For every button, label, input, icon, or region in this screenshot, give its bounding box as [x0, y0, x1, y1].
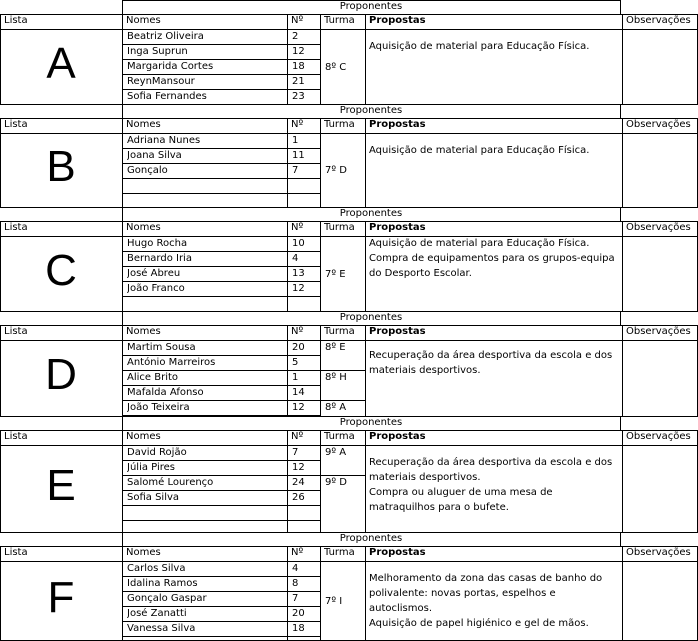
table-row	[122, 475, 320, 490]
grid-line	[287, 430, 288, 533]
column-header-propostas: Propostas	[369, 326, 426, 337]
grid-line	[122, 59, 321, 60]
member-name: Idalina Ramos	[127, 578, 198, 589]
grid-line	[122, 490, 321, 491]
grid-line	[620, 0, 621, 15]
grid-line	[122, 148, 321, 149]
column-header-turma: Turma	[324, 15, 355, 26]
column-header-propostas: Propostas	[369, 431, 426, 442]
grid-line	[0, 430, 1, 533]
grid-line	[320, 475, 366, 476]
list-letter: B	[46, 142, 76, 191]
proposal-text: Melhoramento da zona das casas de banho do polivalente: novas portas, espelhos e autoclismos.	[369, 573, 603, 614]
grid-line	[0, 561, 698, 562]
column-header-numero: Nº	[291, 547, 304, 558]
member-number: 1	[292, 372, 299, 383]
grid-line	[620, 311, 621, 326]
proposal-text: Aquisição de papel higiénico e gel de mãos.	[369, 618, 589, 629]
table-row	[122, 340, 320, 355]
grid-line	[122, 370, 321, 371]
proposal-text: Compra de equipamentos para os grupos-equipa do Desporto Escolar.	[369, 253, 615, 279]
grid-line	[365, 118, 366, 208]
member-number: 4	[292, 253, 299, 264]
grid-line	[122, 532, 123, 547]
column-header-observacoes: Observações	[626, 222, 691, 233]
member-name: José Zanatti	[127, 608, 187, 619]
grid-line	[122, 0, 123, 15]
member-name: Hugo Rocha	[127, 238, 188, 249]
grid-line	[620, 207, 621, 222]
member-number: 7	[292, 593, 299, 604]
grid-line	[365, 14, 366, 105]
member-number: 26	[292, 492, 305, 503]
proposals-cell	[369, 455, 616, 532]
member-number	[292, 178, 319, 193]
grid-line	[122, 74, 321, 75]
grid-line	[122, 430, 123, 533]
column-header-nomes: Nomes	[126, 222, 161, 233]
grid-line	[0, 118, 698, 119]
grid-line	[320, 400, 366, 401]
proposals-cell	[369, 348, 616, 416]
member-name: Inga Suprun	[127, 46, 188, 57]
proposal-text: Recuperação da área desportiva da escola e dos materiais desportivos.	[369, 350, 613, 376]
grid-line	[0, 325, 698, 326]
turma-cell: 8º A	[325, 402, 347, 413]
table-row	[122, 89, 320, 104]
member-name: ReynMansour	[127, 76, 195, 87]
member-number: 12	[292, 462, 305, 473]
column-header-turma: Turma	[324, 547, 355, 558]
proponentes-header: Proponentes	[339, 105, 403, 116]
member-number: 20	[292, 342, 305, 353]
grid-line	[0, 325, 1, 417]
proposals-cell	[369, 571, 616, 640]
table-row	[122, 74, 320, 89]
table-row	[122, 576, 320, 591]
member-name: José Abreu	[127, 268, 181, 279]
grid-line	[122, 193, 321, 194]
grid-line	[365, 546, 366, 641]
column-header-nomes: Nomes	[126, 431, 161, 442]
grid-line	[122, 416, 621, 417]
member-name: Sofia Silva	[127, 492, 180, 503]
member-name: Carlos Silva	[127, 563, 186, 574]
grid-line	[365, 430, 366, 533]
grid-line	[122, 44, 321, 45]
column-header-numero: Nº	[291, 222, 304, 233]
column-header-numero: Nº	[291, 119, 304, 130]
member-number: 2	[292, 31, 299, 42]
proponentes-header: Proponentes	[339, 208, 403, 219]
turma-cell: 9º D	[325, 477, 347, 488]
column-header-propostas: Propostas	[369, 547, 426, 558]
column-header-turma: Turma	[324, 431, 355, 442]
column-header-lista: Lista	[4, 15, 28, 26]
member-name	[127, 296, 286, 311]
list-block-c	[0, 207, 698, 311]
grid-line	[122, 475, 321, 476]
grid-line	[122, 520, 321, 521]
column-header-propostas: Propostas	[369, 15, 426, 26]
column-header-lista: Lista	[4, 431, 28, 442]
column-header-lista: Lista	[4, 547, 28, 558]
column-header-observacoes: Observações	[626, 15, 691, 26]
member-number: 12	[292, 402, 305, 413]
proposal-text: Aquisição de material para Educação Física.	[369, 41, 590, 52]
table-row	[122, 133, 320, 148]
table-row	[122, 178, 320, 193]
proposal-text: Aquisição de material para Educação Física.	[369, 238, 590, 249]
table-row	[122, 29, 320, 44]
member-name: Beatriz Oliveira	[127, 31, 204, 42]
member-name: Sofia Fernandes	[127, 91, 207, 102]
grid-line	[0, 546, 1, 641]
proponentes-header: Proponentes	[339, 533, 403, 544]
table-row	[122, 505, 320, 520]
grid-line	[320, 546, 321, 641]
grid-line	[122, 207, 621, 208]
column-header-turma: Turma	[324, 326, 355, 337]
member-name: Bernardo Iria	[127, 253, 192, 264]
turma-cell: 7º D	[325, 165, 347, 176]
grid-line	[122, 296, 321, 297]
grid-line	[122, 178, 321, 179]
table-row	[122, 490, 320, 505]
column-header-observacoes: Observações	[626, 547, 691, 558]
grid-line	[122, 416, 123, 431]
member-name: João Franco	[127, 283, 185, 294]
column-header-nomes: Nomes	[126, 15, 161, 26]
column-header-observacoes: Observações	[626, 119, 691, 130]
grid-line	[122, 400, 321, 401]
grid-line	[0, 29, 698, 30]
proposals-cell	[369, 236, 616, 311]
grid-line	[622, 430, 623, 533]
grid-line	[122, 89, 321, 90]
column-header-lista: Lista	[4, 222, 28, 233]
grid-line	[622, 118, 623, 208]
table-row	[122, 621, 320, 636]
table-row	[122, 59, 320, 74]
member-number: 4	[292, 563, 299, 574]
turma-cell: 8º H	[325, 372, 347, 383]
column-header-propostas: Propostas	[369, 222, 426, 233]
grid-line	[122, 281, 321, 282]
column-header-nomes: Nomes	[126, 547, 161, 558]
proposal-text: Recuperação da área desportiva da escola e dos materiais desportivos.	[369, 457, 613, 483]
table-row	[122, 148, 320, 163]
column-header-numero: Nº	[291, 326, 304, 337]
grid-line	[122, 532, 621, 533]
member-number: 20	[292, 608, 305, 619]
grid-line	[622, 14, 623, 105]
list-block-d	[0, 311, 698, 416]
table-row	[122, 163, 320, 178]
member-number: 18	[292, 623, 305, 634]
grid-line	[122, 460, 321, 461]
turma-cell: 7º E	[325, 268, 346, 280]
grid-line	[0, 221, 698, 222]
table-row	[122, 44, 320, 59]
grid-line	[0, 340, 698, 341]
member-number: 12	[292, 283, 305, 294]
table-row	[122, 370, 320, 385]
member-name: Martim Sousa	[127, 342, 196, 353]
table-row	[122, 561, 320, 576]
grid-line	[122, 325, 123, 417]
member-name	[127, 505, 286, 520]
proposals-cell	[369, 39, 616, 104]
member-number: 23	[292, 91, 305, 102]
grid-line	[287, 546, 288, 641]
table-row	[122, 445, 320, 460]
member-name: António Marreiros	[127, 357, 216, 368]
table-row	[122, 296, 320, 311]
member-number: 1	[292, 135, 299, 146]
list-block-e	[0, 416, 698, 532]
grid-line	[622, 221, 623, 312]
grid-line	[122, 207, 123, 222]
member-number	[292, 296, 319, 311]
column-header-lista: Lista	[4, 326, 28, 337]
turma-cell: 8º C	[325, 61, 347, 73]
grid-line	[287, 325, 288, 417]
member-name: Júlia Pires	[127, 462, 175, 473]
grid-line	[122, 266, 321, 267]
member-number: 14	[292, 387, 305, 398]
member-number: 13	[292, 268, 305, 279]
turma-cell: 9º A	[325, 447, 347, 458]
column-header-nomes: Nomes	[126, 119, 161, 130]
grid-line	[122, 163, 321, 164]
column-header-numero: Nº	[291, 431, 304, 442]
column-header-observacoes: Observações	[626, 431, 691, 442]
table-row	[122, 591, 320, 606]
grid-line	[0, 445, 698, 446]
grid-line	[122, 505, 321, 506]
member-number: 12	[292, 46, 305, 57]
proponentes-header: Proponentes	[339, 312, 403, 323]
grid-line	[0, 221, 1, 312]
member-number: 5	[292, 357, 299, 368]
grid-line	[122, 621, 321, 622]
table-row	[122, 355, 320, 370]
member-number: 8	[292, 578, 299, 589]
member-number: 7	[292, 447, 299, 458]
member-name: Alice Brito	[127, 372, 179, 383]
column-header-propostas: Propostas	[369, 119, 426, 130]
grid-line	[622, 546, 623, 641]
list-letter: C	[45, 245, 77, 295]
column-header-numero: Nº	[291, 15, 304, 26]
member-number: 21	[292, 76, 305, 87]
member-name: Adriana Nunes	[127, 135, 201, 146]
member-number: 18	[292, 61, 305, 72]
grid-line	[320, 430, 321, 533]
table-row	[122, 236, 320, 251]
grid-line	[320, 370, 366, 371]
grid-line	[122, 251, 321, 252]
grid-line	[122, 355, 321, 356]
proponentes-header: Proponentes	[339, 417, 403, 428]
grid-line	[122, 546, 123, 641]
grid-line	[122, 104, 621, 105]
member-number: 7	[292, 165, 299, 176]
column-header-observacoes: Observações	[626, 326, 691, 337]
member-name: Joana Silva	[127, 150, 182, 161]
list-block-a	[0, 0, 698, 104]
list-block-b	[0, 104, 698, 207]
grid-line	[0, 118, 1, 208]
column-header-lista: Lista	[4, 119, 28, 130]
list-block-f	[0, 532, 698, 640]
member-name: David Rojão	[127, 447, 187, 458]
list-letter: A	[46, 38, 76, 88]
proposal-text: Compra ou aluguer de uma mesa de matraquilhos para o bufete.	[369, 487, 553, 513]
grid-line	[122, 311, 621, 312]
grid-line	[122, 104, 123, 119]
grid-line	[122, 311, 123, 326]
grid-line	[620, 416, 621, 431]
column-header-turma: Turma	[324, 119, 355, 130]
column-header-turma: Turma	[324, 222, 355, 233]
grid-line	[320, 325, 321, 417]
grid-line	[620, 532, 621, 547]
grid-line	[0, 430, 698, 431]
turma-cell: 7º I	[325, 595, 343, 607]
table-row	[122, 460, 320, 475]
member-name: Gonçalo	[127, 165, 168, 176]
grid-line	[0, 14, 1, 105]
table-row	[122, 251, 320, 266]
list-letter: D	[45, 350, 77, 399]
grid-line	[122, 606, 321, 607]
member-name: Gonçalo Gaspar	[127, 593, 207, 604]
member-name: Salomé Lourenço	[127, 477, 214, 488]
grid-line	[620, 104, 621, 119]
member-number: 10	[292, 238, 305, 249]
proposal-text: Aquisição de material para Educação Física.	[369, 145, 590, 156]
grid-line	[0, 133, 698, 134]
table-row	[122, 281, 320, 296]
proponentes-header: Proponentes	[339, 1, 403, 12]
table-row	[122, 606, 320, 621]
member-name: Vanessa Silva	[127, 623, 196, 634]
grid-line	[122, 385, 321, 386]
grid-line	[122, 576, 321, 577]
grid-line	[122, 0, 621, 1]
grid-line	[365, 325, 366, 417]
grid-line	[0, 236, 698, 237]
member-number: 24	[292, 477, 305, 488]
member-name	[127, 178, 286, 193]
list-letter: F	[47, 572, 75, 622]
member-name: Margarida Cortes	[127, 61, 214, 72]
member-name: João Teixeira	[127, 402, 190, 413]
table-row	[122, 400, 320, 415]
grid-line	[0, 14, 698, 15]
member-number: 11	[292, 150, 305, 161]
member-number	[292, 505, 319, 520]
column-header-nomes: Nomes	[126, 326, 161, 337]
table-row	[122, 385, 320, 400]
member-name: Mafalda Afonso	[127, 387, 204, 398]
grid-line	[0, 546, 698, 547]
list-letter: E	[46, 460, 76, 510]
turma-cell: 8º E	[325, 342, 346, 353]
table-row	[122, 266, 320, 281]
proposals-cell	[369, 143, 616, 207]
grid-line	[122, 636, 321, 637]
grid-line	[622, 325, 623, 417]
grid-line	[365, 221, 366, 312]
grid-line	[122, 591, 321, 592]
